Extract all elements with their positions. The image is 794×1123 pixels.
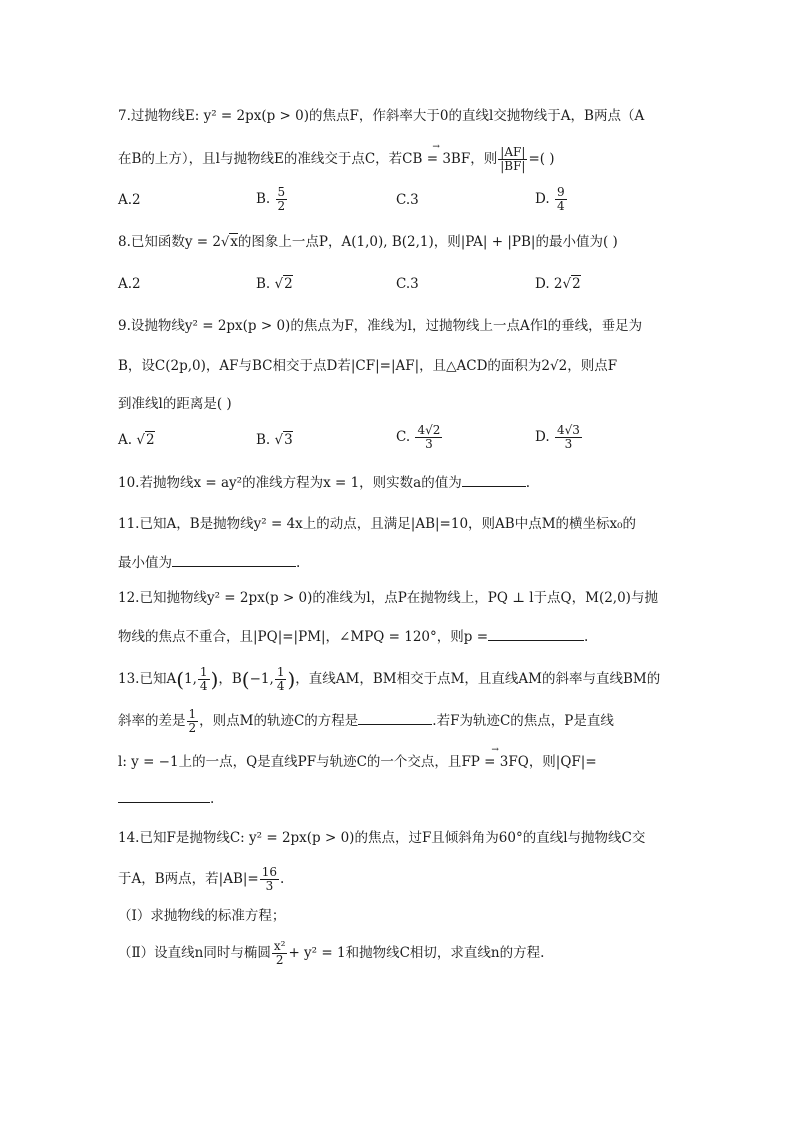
q13-half-num: 1 [188,707,197,721]
q13-point-a: 1, [184,671,197,687]
q7-option-d-den: 4 [556,199,565,213]
q10-end: . [525,475,531,491]
q13-half-frac [187,708,199,735]
q13-line3-end: ，则|QF|= [528,754,597,770]
q7-line2-then: ，则 [470,151,498,167]
q9-line2: B，设C(2p,0)，AF与BC相交于点D若|CF|=|AF|，且△ACD的面积为2√2，则点F [118,358,618,374]
q11-end: . [296,555,301,571]
q10-line1 [118,472,530,493]
q13-half-den: 2 [188,721,197,735]
q13-vector-eq: → FP = 3FQ [461,752,528,772]
q8-line1-rest: 的图象上一点P，A(1,0), B(2,1)，则|PA| + |PB|的最小值为( ) [237,234,618,250]
q13-line4 [118,788,214,809]
q9-line1: 9.设抛物线y² = 2px(p > 0)的焦点为F，准线为l，过抛物线上一点A作l的垂线，垂足为 [118,318,643,334]
q10-text: 10.若抛物线x = ay²的准线方程为x = 1，则实数a的值为 [118,475,462,491]
q12-end: . [584,629,589,645]
q7-option-b-den: 2 [277,199,286,213]
q13-answer-blank-2[interactable] [118,788,210,803]
q7-option-b-frac [276,186,288,213]
q14-line1: 14.已知F是抛物线C: y² = 2px(p > 0)的焦点，过F且倾斜角为60°的直线l与抛物线C交 [118,830,646,846]
q7-option-b [256,186,288,213]
q9-option-c-frac [415,424,442,451]
q13-point-b: −1, [249,671,274,687]
q14-ellipse-num: x² [273,939,286,953]
q8-option-b-label: B. √ [256,276,284,292]
q14-ab-num: 16 [261,865,278,879]
q13-line3 [118,752,597,772]
q7-option-b-num: 5 [277,185,286,199]
q14-line2-end: . [280,871,285,887]
q7-option-b-label: B. [256,191,271,207]
q14-ellipse-den: 2 [275,953,284,967]
q7-option-c: C.3 [396,192,419,208]
q14-part1: （I）求抛物线的标准方程； [118,908,286,924]
q9-option-c-num: 4√2 [417,423,441,437]
q14-ellipse-frac [272,940,288,967]
q9-option-a-label: A. √ [118,432,145,448]
q13-line1-start: 13.已知A [118,671,177,687]
q13-point-b-frac [275,666,287,693]
q13-line3-start: l: y = −1上的一点，Q是直线PF与轨迹C的一个交点，且 [118,754,462,770]
q9-option-b-val: 3 [284,432,293,448]
q8-line1-text: 8.已知函数y = 2 [118,234,221,250]
q9-option-a-val: 2 [145,432,155,448]
q9-option-c [396,424,443,451]
q13-point-a-frac [198,666,210,693]
q7-ratio [498,146,527,173]
q13-answer-blank-1[interactable] [358,710,432,725]
q9-option-b-label: B. √ [256,432,284,448]
q11-line2-text: 最小值为 [118,555,172,571]
q13-line4-end: . [210,791,215,807]
q14-part2-end: + y² = 1和抛物线C相切，求直线n的方程. [288,945,545,961]
q13-line2-mid: ，则点M的轨迹C的方程是 [199,713,359,729]
q14-part2 [118,940,544,967]
q7-option-d-frac [555,186,567,213]
q9-line3: 到准线l的距离是( ) [118,396,232,412]
q13-line2-end: .若F为轨迹C的焦点，P是直线 [432,713,614,729]
q9-option-d-frac [555,424,582,451]
q14-line2-text: 于A，B两点，若|AB|= [118,871,259,887]
q9-option-b [256,430,293,450]
q7-line2-end: =( ) [528,151,555,167]
q7-option-a: A.2 [118,192,141,208]
q11-line2 [118,552,300,573]
q7-line2 [118,146,555,173]
q9-option-c-label: C. [396,429,411,445]
q7-ratio-num: |AF| [500,145,526,159]
q7-ratio-den: |BF| [500,159,526,173]
q13-point-b-num: 1 [276,665,285,679]
q11-line1: 11.已知A，B是抛物线y² = 4x上的动点，且满足|AB|=10，则AB中点M的横坐标x₀的 [118,516,637,532]
q7-line2-text: 在B的上方），且l与抛物线E的准线交于点C，若 [118,151,403,167]
q11-answer-blank[interactable] [172,552,296,567]
q13-point-a-den: 4 [199,679,208,693]
q12-answer-blank[interactable] [488,626,584,641]
q7-vector-eq: → CB = 3BF [402,149,470,169]
q8-line1: 8.已知函数y = 2√x的图象上一点P，A(1,0), B(2,1)，则|PA| + |PB|的最小值为( ) [118,234,618,250]
q7-option-d [535,186,568,213]
q8-option-d-label: D. 2√ [535,276,572,292]
q9-option-d-label: D. [535,429,550,445]
q7-option-d-label: D. [535,191,550,207]
q12-line2 [118,626,588,647]
q14-ab-frac [260,866,279,893]
q13-line2 [118,708,614,735]
q13-line1: 13.已知A(1, $\frac{1}{4}$ )，B(−1, $\frac{1}{4}$ )，直线AM，BM相交于点M，且直线AM的斜率与直线BM的 [118,665,661,693]
q13-line1-mid: ，B [218,671,242,687]
q8-option-b-val: 2 [284,276,293,292]
q7-line1: 7.过抛物线E: y² = 2px(p > 0)的焦点F，作斜率大于0的直线l交抛物线于A，B两点（A [118,108,645,124]
q8-option-d-val: 2 [572,276,581,292]
q14-ab-den: 3 [265,879,274,893]
q9-option-a [118,430,155,450]
q13-point-a-num: 1 [199,665,208,679]
q8-option-a: A.2 [118,276,141,292]
q13-line2-start: 斜率的差是 [118,713,186,729]
q8-sqrt-x: x [230,234,238,250]
q9-option-c-den: 3 [425,437,433,451]
q14-part2-start: （Ⅱ）设直线n同时与椭圆 [118,945,271,961]
q12-line2-text: 物线的焦点不重合，且|PQ|=|PM|，∠MPQ = 120°，则p = [118,629,489,645]
q9-option-d-num: 4√3 [556,423,580,437]
q9-option-d-den: 3 [564,437,573,451]
q12-line1: 12.已知抛物线y² = 2px(p > 0)的准线为l，点P在抛物线上，PQ ⊥ l于点Q，M(2,0)与抛 [118,590,658,606]
q10-answer-blank[interactable] [462,472,526,487]
q8-option-c: C.3 [396,276,419,292]
q8-option-b [256,274,293,294]
q9-option-d [535,424,583,451]
q8-option-d [535,274,581,294]
q7-option-d-num: 9 [556,185,565,199]
q13-point-b-den: 4 [276,679,285,693]
q13-line1-end: ，直线AM，BM相交于点M，且直线AM的斜率与直线BM的 [295,671,661,687]
q14-line2 [118,866,284,893]
